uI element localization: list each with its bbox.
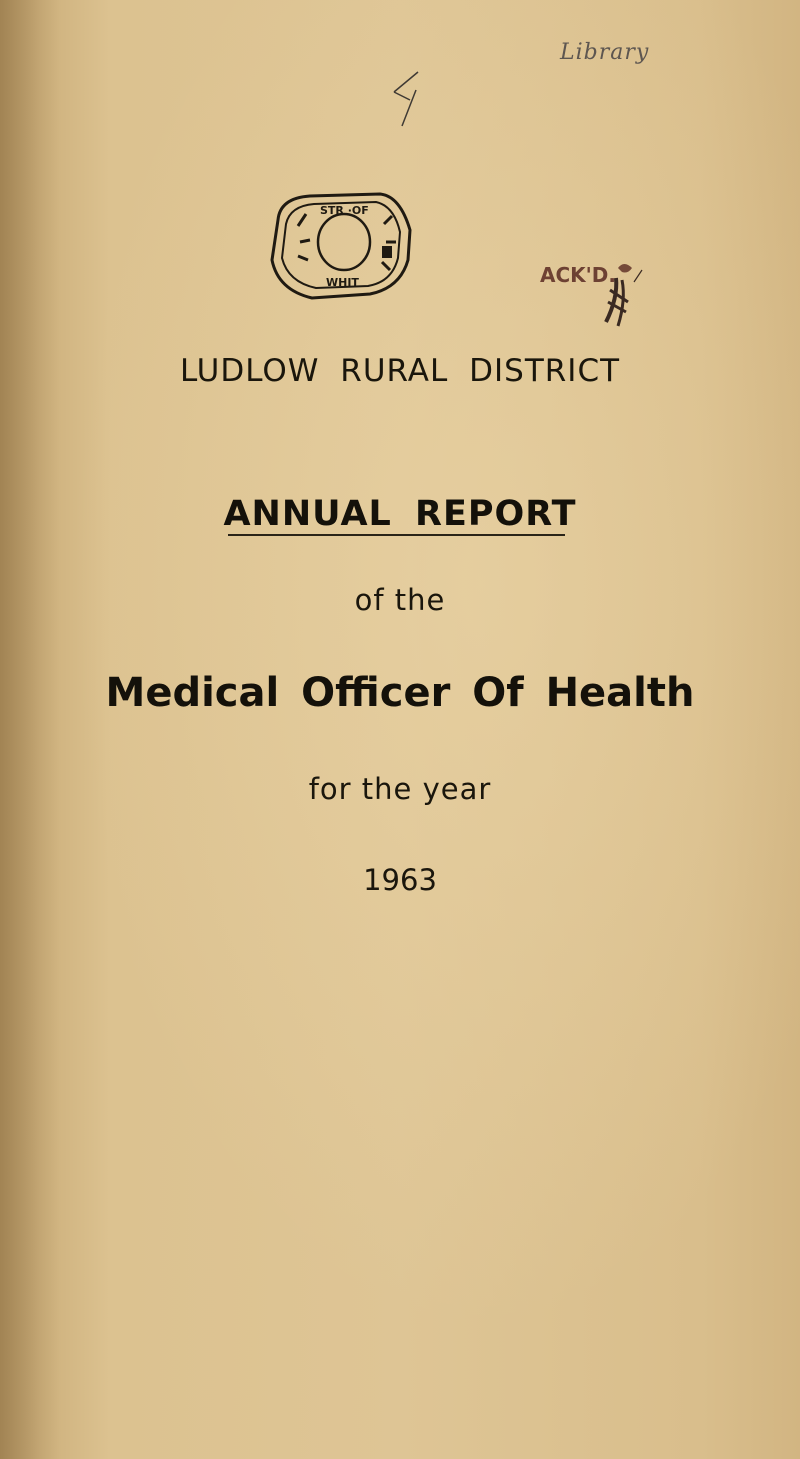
pen-mark-icon <box>380 70 440 130</box>
officer-title: Medical Officer Of Health <box>105 670 695 716</box>
svg-text:WHIT: WHIT <box>326 276 359 289</box>
report-year: 1963 <box>363 863 437 897</box>
district-name: LUDLOW RURAL DISTRICT <box>179 353 621 389</box>
connector-text: of the <box>354 583 446 617</box>
for-the-year-text: for the year <box>308 772 492 806</box>
svg-text:STR ·OF: STR ·OF <box>320 204 369 217</box>
svg-text:ACK'D.: ACK'D. <box>540 263 616 287</box>
report-title: ANNUAL REPORT <box>223 494 577 534</box>
title-underline <box>228 534 565 536</box>
acknowledged-stamp <box>530 250 660 330</box>
handwritten-library-note: Library <box>560 40 650 65</box>
ludlow-crest-icon <box>260 190 420 300</box>
